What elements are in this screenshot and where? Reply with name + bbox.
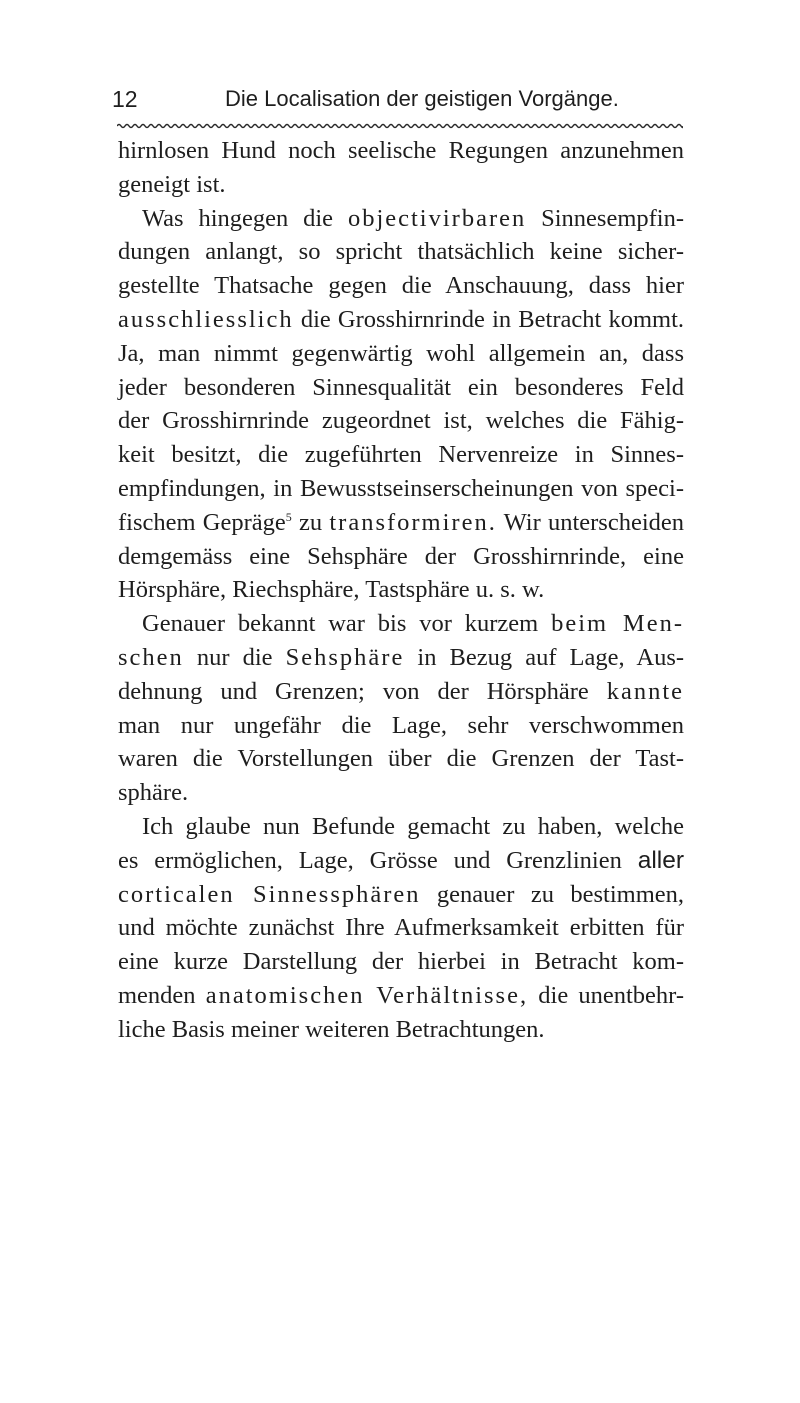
text-line: sphäre. [118,779,189,807]
text-line: eine kurze Darstellung der hierbei in Betracht kom- [118,948,684,976]
text-line [118,303,684,337]
emphasis-text: Sehsphäre [285,643,405,671]
text-line [118,878,684,912]
text-line [118,607,684,641]
text-run: in Bezug auf Lage, Aus- [417,643,685,671]
text-line: dungen anlangt, so spricht thatsächlich keine sicher- [118,238,684,266]
text-run: es ermöglichen, Lage, Grösse und Grenzlinien [118,846,622,874]
running-head [112,82,632,116]
text-line: der Grosshirnrinde zugeordnet ist, welches die Fähig- [118,407,684,435]
text-line: und möchte zunächst Ihre Aufmerksamkeit erbitten für [118,914,684,942]
emphasis-text: ausschliesslich [118,305,294,333]
text-line: waren die Vorstellungen über die Grenzen der Tast- [118,745,684,773]
text-line: keit besitzt, die zugeführten Nervenreize in Sinnes- [118,441,684,469]
text-line [118,675,684,709]
text-run: dehnung und Grenzen; von der Hörsphäre [118,677,589,705]
text-line: gestellte Thatsache gegen die Anschauung, dass hier [118,272,684,300]
text-line: Ja, man nimmt gegenwärtig wohl allgemein an, dass [118,339,684,367]
page-number: 12 [112,86,138,112]
text-line: liche Basis meiner weiteren Betrachtungen. [118,1015,545,1043]
text-run: Was hingegen die [142,204,334,232]
text-line [118,979,684,1013]
text-line: hirnlosen Hund noch seelische Regungen anzunehmen [118,137,684,164]
text-line: Ich glaube nun Befunde gemacht zu haben, welche [142,812,684,840]
emphasis-text: transformiren. [329,508,497,536]
emphasis-text: anatomischen Verhältnisse, [205,981,529,1009]
running-head-title: Die Localisation der geistigen Vorgänge. [225,86,619,111]
text-line [118,844,684,878]
wavy-rule [117,122,683,130]
text-line: empfindungen, in Bewusstseinserscheinungen von speci- [118,474,684,502]
text-run: fischem Gepräge [118,508,286,536]
emphasis-text: objectivirbaren [347,204,527,232]
text-line: geneigt ist. [118,170,226,198]
text-line: man nur ungefähr die Lage, sehr verschwommen [118,711,684,739]
text-run: nur die [196,643,273,671]
emphasis-text: beim Men- [551,610,684,638]
text-line: Hörsphäre, Riechsphäre, Tastsphäre u. s. w. [118,576,545,604]
emphasis-text: corticalen Sinnessphären [118,880,421,908]
body-text [118,134,684,1047]
text-run: Wir unterscheiden [503,508,685,536]
emphasis-text: schen [118,643,184,671]
text-line [118,641,684,675]
emphasis-text: aller [637,846,685,874]
text-line [118,506,684,540]
footnote-marker: 5 [285,509,292,524]
text-run: Sinnesempfin- [541,204,685,232]
text-line: jeder besonderen Sinnesqualität ein besonderes Feld [118,373,684,401]
text-run: zu [299,508,323,536]
emphasis-text: kannte [606,677,685,705]
text-line: demgemäss eine Sehsphäre der Grosshirnrinde, eine [118,542,684,570]
text-run: menden [118,981,196,1009]
text-run: die unentbehr- [538,981,685,1009]
text-line [118,202,684,236]
text-run: Genauer bekannt war bis vor kurzem [142,610,539,638]
text-run: genauer zu bestimmen, [436,880,685,908]
text-run: die Grosshirnrinde in Betracht kommt. [300,305,685,333]
